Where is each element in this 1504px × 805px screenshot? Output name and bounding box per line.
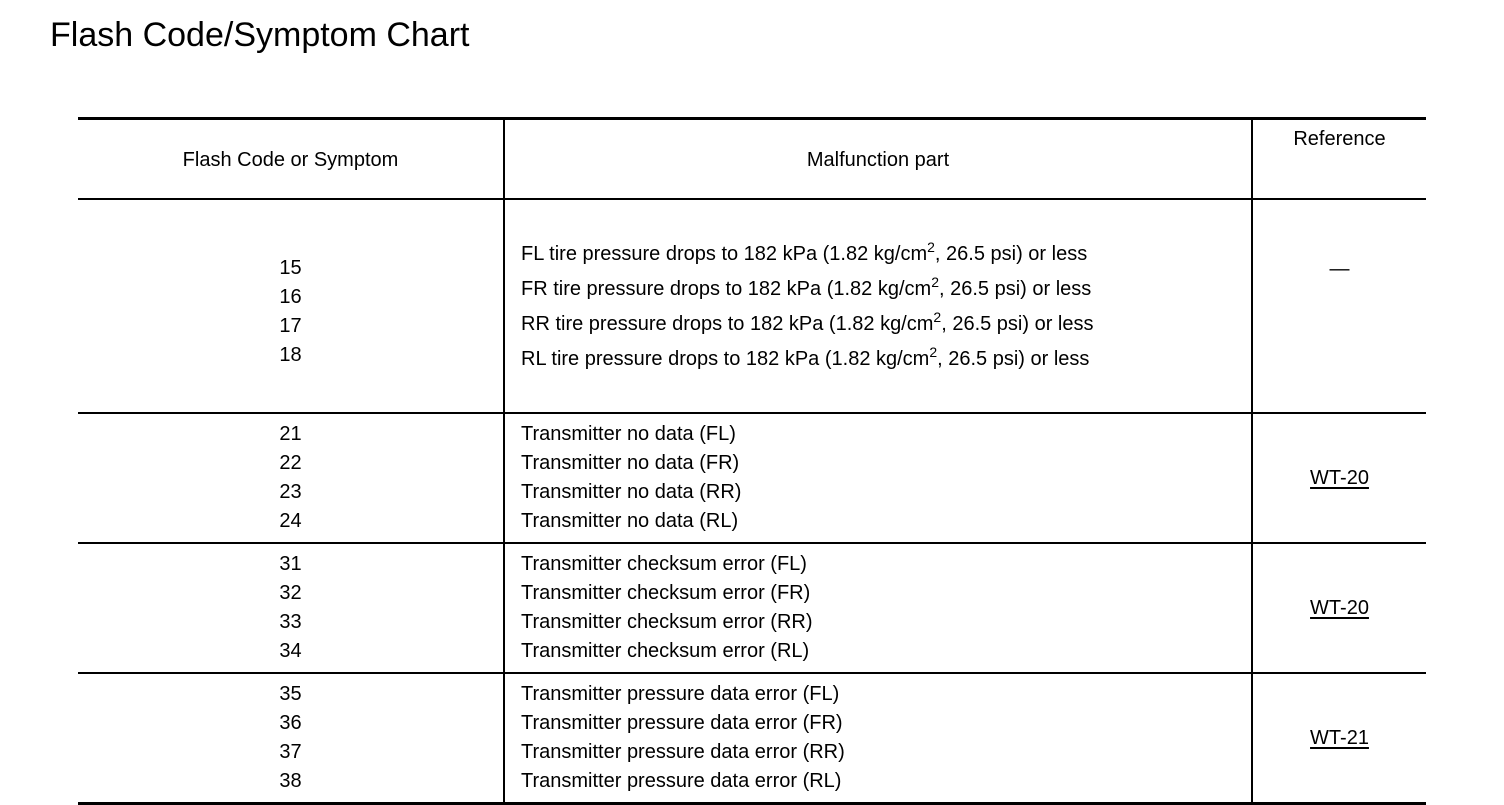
table-row	[78, 673, 1426, 804]
table-row	[78, 199, 1426, 413]
flash-code: 17	[279, 315, 302, 337]
flash-code: 32	[279, 582, 302, 604]
table-row	[78, 543, 1426, 673]
reference-cell	[1252, 543, 1426, 673]
flash-code-cell	[78, 543, 504, 673]
flash-code: 31	[279, 553, 302, 575]
reference-cell	[1252, 673, 1426, 804]
malfunction-part-cell	[504, 673, 1252, 804]
part-text: FR tire pressure drops to 182 kPa (1.82 kg/cm	[521, 278, 932, 300]
page-title: Flash Code/Symptom Chart	[50, 16, 470, 54]
malfunction-part: Transmitter no data (FR)	[521, 452, 740, 474]
part-text: , 26.5 psi) or less	[934, 243, 1088, 265]
malfunction-part: Transmitter pressure data error (FR)	[521, 712, 843, 734]
header-flash-code: Flash Code or Symptom	[182, 148, 399, 171]
flash-code: 38	[279, 770, 302, 792]
flash-code-cell	[78, 413, 504, 543]
malfunction-part: Transmitter no data (FL)	[521, 423, 736, 445]
flash-code: 18	[279, 344, 302, 366]
flash-code: 16	[279, 286, 302, 308]
flash-code: 21	[279, 423, 302, 445]
reference-link-wt-20[interactable]: WT-20	[1310, 596, 1369, 619]
part-text: FL tire pressure drops to 182 kPa (1.82 kg/cm	[521, 243, 928, 265]
superscript: 2	[929, 344, 938, 360]
part-text: , 26.5 psi) or less	[938, 278, 1092, 300]
flash-code: 33	[279, 611, 302, 633]
flash-code: 22	[279, 452, 302, 474]
reference-cell	[1252, 413, 1426, 543]
header-reference: Reference	[1252, 119, 1426, 200]
flash-code-cell	[78, 199, 504, 413]
superscript: 2	[933, 309, 942, 325]
table-header-row	[78, 119, 1426, 200]
malfunction-part: Transmitter pressure data error (RR)	[521, 741, 845, 763]
table-row	[78, 413, 1426, 543]
malfunction-part: Transmitter no data (RR)	[521, 481, 742, 503]
superscript: 2	[927, 239, 935, 255]
malfunction-part-cell	[504, 413, 1252, 543]
flash-code: 23	[279, 481, 302, 503]
malfunction-part	[521, 342, 1251, 377]
reference-link-wt-21[interactable]: WT-21	[1310, 726, 1369, 749]
flash-code: 36	[279, 712, 302, 734]
malfunction-part: Transmitter checksum error (FL)	[521, 553, 807, 575]
reference-link-wt-20[interactable]: WT-20	[1310, 466, 1369, 489]
flash-code: 15	[279, 257, 302, 279]
part-text: RL tire pressure drops to 182 kPa (1.82 kg/cm	[521, 348, 930, 370]
malfunction-part: Transmitter checksum error (RR)	[521, 611, 813, 633]
malfunction-part: Transmitter checksum error (RL)	[521, 640, 810, 662]
malfunction-part	[521, 272, 1251, 307]
part-text: , 26.5 psi) or less	[941, 313, 1094, 335]
malfunction-part: Transmitter pressure data error (FL)	[521, 683, 840, 705]
flash-code-table	[78, 117, 1426, 805]
malfunction-part: Transmitter checksum error (FR)	[521, 582, 811, 604]
header-malfunction-part: Malfunction part	[504, 119, 1252, 200]
superscript: 2	[931, 274, 939, 290]
flash-code: 34	[279, 640, 302, 662]
malfunction-part-cell	[504, 199, 1252, 413]
part-text: , 26.5 psi) or less	[937, 348, 1090, 370]
malfunction-part: Transmitter pressure data error (RL)	[521, 770, 842, 792]
part-text: RR tire pressure drops to 182 kPa (1.82 kg/cm	[521, 313, 934, 335]
malfunction-part: Transmitter no data (RL)	[521, 510, 739, 532]
flash-code: 24	[279, 510, 302, 532]
reference-cell	[1252, 199, 1426, 413]
flash-code: 35	[279, 683, 302, 705]
flash-code: 37	[279, 741, 302, 763]
malfunction-part-cell	[504, 543, 1252, 673]
reference-dash: —	[1329, 258, 1350, 280]
flash-code-cell	[78, 673, 504, 804]
malfunction-part	[521, 237, 1251, 272]
malfunction-part	[521, 307, 1251, 342]
